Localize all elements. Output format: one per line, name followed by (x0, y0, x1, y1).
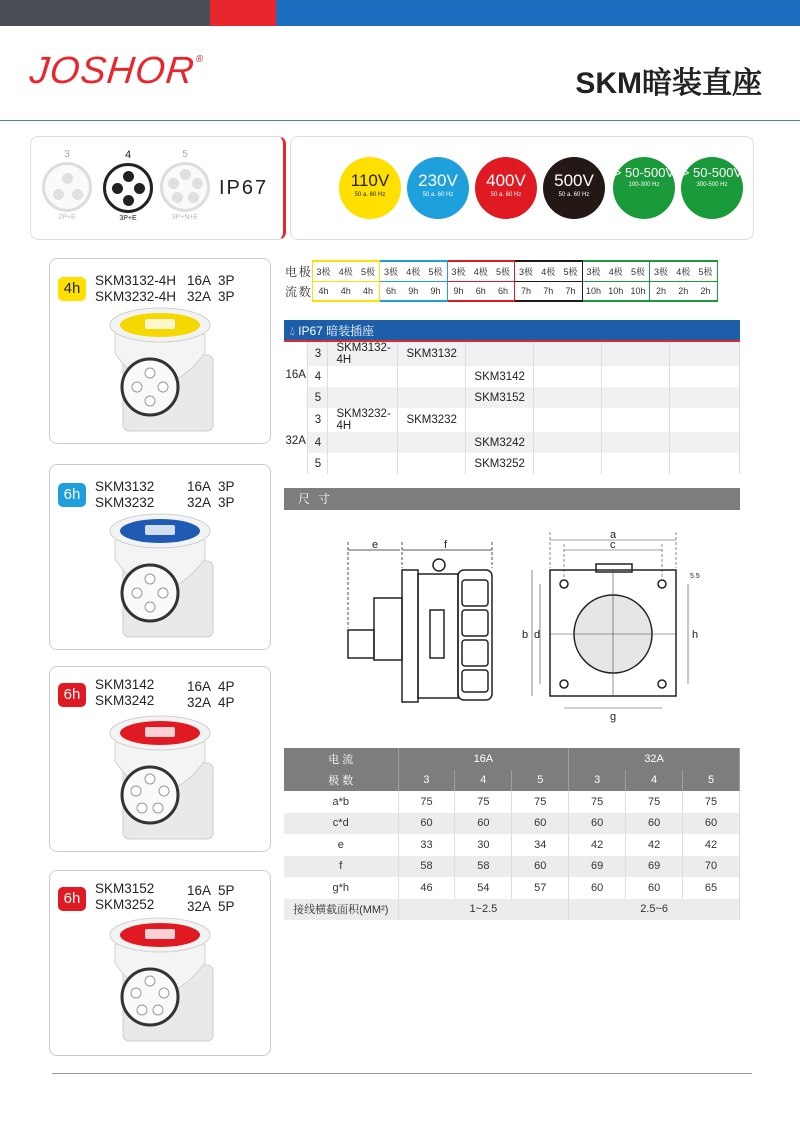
table-row (284, 899, 740, 921)
dimension-value: 34 (512, 834, 569, 856)
pole-cell: 5极 (695, 261, 718, 281)
model-cell (328, 387, 398, 408)
brand-logo (28, 50, 205, 93)
pole-count-cell: 4 (308, 432, 328, 453)
dimension-value: 57 (512, 877, 569, 899)
dimension-name: c*d (284, 813, 398, 835)
hour-cell: 10h (605, 281, 628, 301)
dimension-header: 尺寸 (284, 488, 740, 510)
dim-label-d: d (534, 629, 541, 641)
model-cell: SKM3132 (398, 342, 466, 366)
pole-cell: 5极 (492, 261, 515, 281)
model-32a: SKM3252 (95, 897, 155, 912)
current-16a: 16A (398, 748, 569, 770)
current-32a: 32A (569, 748, 740, 770)
hour-cell: 6h (492, 281, 515, 301)
model-cell (602, 432, 670, 453)
product-card-6h-3p (49, 464, 271, 650)
hour-cell: 7h (560, 281, 583, 301)
dimension-drawing (284, 510, 740, 732)
dimension-value: 46 (398, 877, 455, 899)
pole-cell: 4极 (470, 261, 493, 281)
dimension-name: e (284, 834, 398, 856)
dimension-name: f (284, 856, 398, 878)
model-cell (534, 366, 602, 387)
dimension-name: g*h (284, 877, 398, 899)
table-row (284, 813, 740, 835)
dimension-value: 65 (683, 877, 740, 899)
dimension-value: 60 (398, 813, 455, 835)
socket-image (95, 305, 220, 435)
model-cell: SKM3232 (398, 408, 466, 432)
pole-label: 极 数 (284, 770, 398, 792)
voltage-frequency: 100-300 Hz (628, 182, 660, 188)
ip67-socket-table (284, 320, 740, 474)
socket-image (95, 915, 220, 1045)
dimension-value: 70 (683, 856, 740, 878)
pole-label: 2P+E (58, 214, 76, 221)
page-title: SKM暗装直座 (575, 67, 762, 100)
dimension-value: 58 (455, 856, 512, 878)
model-cell (670, 453, 740, 474)
table-row (284, 834, 740, 856)
pole-number: 4 (124, 149, 132, 161)
dimension-value: 30 (455, 834, 512, 856)
pole-count-cell: 3 (308, 408, 328, 432)
footer-line (52, 1073, 752, 1074)
dimension-value: 75 (626, 791, 683, 813)
spec-16a: 16A 5P (187, 883, 235, 898)
dimension-value: 75 (683, 791, 740, 813)
model-cell: SKM3132-4H (328, 342, 398, 366)
hour-cell: 2h (672, 281, 695, 301)
dimension-value: 60 (683, 813, 740, 835)
pole-count-cell: 5 (683, 770, 740, 792)
model-cell (398, 366, 466, 387)
table-header-row (284, 770, 740, 792)
pole-4-icon (103, 163, 153, 213)
hour-cell: 2h (695, 281, 718, 301)
hour-cell: 9h (402, 281, 425, 301)
wire-32a: 2.5~6 (569, 899, 740, 921)
ip-rating: IP67 (219, 177, 269, 199)
model-cell (398, 387, 466, 408)
pole-cell: 3极 (312, 261, 335, 281)
voltage-frequency: 300-500 Hz (696, 182, 728, 188)
spec-16a: 16A 3P (187, 479, 235, 494)
model-cell (534, 408, 602, 432)
pole-5-icon (160, 162, 210, 212)
model-16a: SKM3132-4H (95, 273, 177, 288)
pole-option-4 (98, 149, 158, 222)
pole-option-5 (155, 149, 215, 221)
dimension-value: 42 (569, 834, 626, 856)
model-cell (328, 366, 398, 387)
dimension-value: 60 (455, 813, 512, 835)
table-row (284, 877, 740, 899)
hour-cell: 2h (650, 281, 673, 301)
model-cell (398, 432, 466, 453)
model-cell (670, 432, 740, 453)
model-cell (398, 453, 466, 474)
hour-cell: 4h (357, 281, 380, 301)
pole-count-cell: 3 (569, 770, 626, 792)
table-header-row (284, 748, 740, 770)
product-card-6h-5p (49, 870, 271, 1056)
pole-cell: 3极 (582, 261, 605, 281)
model-cell: SKM3242 (466, 432, 534, 453)
pole-cell: 3极 (650, 261, 673, 281)
dimension-value: 75 (455, 791, 512, 813)
model-cell: SKM3142 (466, 366, 534, 387)
pole-cell: 4极 (402, 261, 425, 281)
product-card-6h-4p (49, 666, 271, 852)
hour-cell: 4h (312, 281, 335, 301)
pole-count-cell: 5 (512, 770, 569, 792)
current-label: 电 流 (284, 748, 398, 770)
pole-cell: 4极 (335, 261, 358, 281)
current-group-cell: 32A (284, 408, 308, 474)
pole-count-cell: 4 (455, 770, 512, 792)
model-32a: SKM3232 (95, 495, 155, 510)
hour-cell: 7h (537, 281, 560, 301)
pole-number: 3 (64, 149, 70, 160)
pole-count-cell: 4 (626, 770, 683, 792)
hour-cell: 6h (470, 281, 493, 301)
model-cell (670, 366, 740, 387)
voltage-box (290, 136, 754, 240)
hour-cell: 10h (627, 281, 650, 301)
table-row (284, 432, 740, 453)
model-cell (534, 342, 602, 366)
dim-label-a: a (610, 529, 617, 541)
pole-cell: 4极 (672, 261, 695, 281)
dimension-value: 75 (512, 791, 569, 813)
hour-badge: 6h (58, 683, 86, 707)
model-cell: SKM3252 (466, 453, 534, 474)
model-cell (328, 432, 398, 453)
header-divider (0, 120, 800, 121)
dimension-value: 60 (512, 813, 569, 835)
dimension-value: 60 (626, 877, 683, 899)
top-color-bar (0, 0, 800, 26)
table-row (284, 453, 740, 474)
spec-16a: 16A 3P (187, 273, 235, 288)
pole-cell: 3极 (515, 261, 538, 281)
voltage-frequency: 50 a. 60 Hz (422, 192, 454, 198)
table-row (284, 791, 740, 813)
pole-cell: 5极 (425, 261, 448, 281)
hour-badge: 4h (58, 277, 86, 301)
current-group-cell: 16A (284, 342, 308, 408)
dim-label-c: c (610, 539, 616, 551)
voltage-frequency: 50 a. 60 Hz (490, 192, 522, 198)
table-row (284, 342, 740, 366)
brand-name: JOSHOR (27, 50, 197, 92)
pole-cell: 3极 (380, 261, 403, 281)
pole-cell: 5极 (357, 261, 380, 281)
model-32a: SKM3242 (95, 693, 155, 708)
dimension-table (284, 748, 740, 920)
voltage-frequency: 50 a. 60 Hz (558, 192, 590, 198)
model-cell (602, 387, 670, 408)
model-32a: SKM3232-4H (95, 289, 177, 304)
dimension-value: 75 (569, 791, 626, 813)
header-cell: 流 (284, 284, 297, 299)
pole-label: 3P+E (119, 215, 137, 222)
hour-badge: 6h (58, 483, 86, 507)
model-cell (670, 342, 740, 366)
dimension-value: 60 (626, 813, 683, 835)
spec-32a: 32A 3P (187, 495, 235, 510)
dimension-value: 33 (398, 834, 455, 856)
pole-label: 3P+N+E (171, 214, 199, 221)
pole-count-cell: 4 (308, 366, 328, 387)
hour-cell: 10h (582, 281, 605, 301)
product-card-4h (49, 258, 271, 444)
model-16a: SKM3152 (95, 881, 155, 896)
pole-count-cell: 5 (308, 453, 328, 474)
voltage-110 (339, 157, 401, 219)
model-cell (534, 387, 602, 408)
dimension-value: 69 (626, 856, 683, 878)
pole-option-3 (37, 149, 97, 221)
dim-label-f: f (444, 539, 448, 551)
pole-count-cell: 3 (398, 770, 455, 792)
voltage-230 (407, 157, 469, 219)
registered-mark: ® (195, 54, 205, 65)
voltage-400 (475, 157, 537, 219)
hour-cell: 4h (335, 281, 358, 301)
voltage-value: 400V (486, 171, 526, 190)
model-cell (534, 453, 602, 474)
voltage-500 (543, 157, 605, 219)
hour-cell: 9h (447, 281, 470, 301)
model-cell (328, 453, 398, 474)
model-16a: SKM3142 (95, 677, 155, 692)
dimension-value: 69 (569, 856, 626, 878)
table-row (284, 366, 740, 387)
dimension-value: 58 (398, 856, 455, 878)
model-cell (602, 408, 670, 432)
table-row (284, 408, 740, 432)
pole-cell: 5极 (560, 261, 583, 281)
table-row (284, 387, 740, 408)
model-cell: SKM3232-4H (328, 408, 398, 432)
spec-32a: 32A 3P (187, 289, 235, 304)
dimension-value: 54 (455, 877, 512, 899)
ip67-table-body (284, 342, 740, 474)
model-cell (534, 432, 602, 453)
hour-cell: 7h (515, 281, 538, 301)
pole-cell: 4极 (605, 261, 628, 281)
voltage-value: > 50-500V (681, 165, 743, 180)
spec-32a: 32A 5P (187, 899, 235, 914)
pole-hour-table (284, 260, 718, 302)
dimension-value: 42 (683, 834, 740, 856)
model-cell: SKM3152 (466, 387, 534, 408)
pole-3-icon (42, 162, 92, 212)
side-view (348, 559, 492, 702)
voltage-value: 500V (554, 171, 594, 190)
model-cell (602, 453, 670, 474)
hour-cell: 6h (380, 281, 403, 301)
header-cell: 极 (298, 264, 311, 279)
wire-16a: 1~2.5 (398, 899, 569, 921)
socket-image (95, 713, 220, 843)
model-cell (466, 342, 534, 366)
spec-32a: 32A 4P (187, 695, 235, 710)
model-16a: SKM3132 (95, 479, 155, 494)
voltage-frequency: 50 a. 60 Hz (354, 192, 386, 198)
voltage-value: 230V (418, 171, 458, 190)
dim-label-hole: 5.5 (690, 573, 700, 580)
dim-label-b: b (522, 629, 529, 641)
dim-label-h: h (692, 629, 699, 641)
pole-number: 5 (182, 149, 188, 160)
dim-label-e: e (372, 539, 379, 551)
pole-cell: 3极 (447, 261, 470, 281)
dimension-value: 42 (626, 834, 683, 856)
pole-count-cell: 5 (308, 387, 328, 408)
socket-image (95, 511, 220, 641)
pole-config-box (30, 136, 286, 240)
voltage-value: > 50-500V (613, 165, 675, 180)
hour-badge: 6h (58, 887, 86, 911)
model-cell (466, 408, 534, 432)
model-cell (602, 342, 670, 366)
header-cell: 电 (284, 264, 297, 279)
hour-cell: 9h (425, 281, 448, 301)
ip67-table-header (284, 320, 740, 342)
spec-16a: 16A 4P (187, 679, 235, 694)
dimension-value: 60 (512, 856, 569, 878)
dimension-value: 60 (569, 813, 626, 835)
voltage-50-500-high (681, 157, 743, 219)
ip67-table-title: IP67 暗装插座 (298, 324, 375, 338)
dimension-name: a*b (284, 791, 398, 813)
dimension-value: 75 (398, 791, 455, 813)
model-cell (602, 366, 670, 387)
wire-section-label: 接线横截面积(MM²) (284, 899, 398, 921)
voltage-50-500-low (613, 157, 675, 219)
dimension-value: 60 (569, 877, 626, 899)
drop-icon: 💧︎ (290, 324, 295, 338)
pole-count-cell: 3 (308, 342, 328, 366)
pole-cell: 5极 (627, 261, 650, 281)
voltage-value: 110V (350, 171, 390, 190)
table-row (284, 856, 740, 878)
model-cell (670, 408, 740, 432)
model-cell (670, 387, 740, 408)
dim-label-g: g (610, 711, 617, 723)
pole-cell: 4极 (537, 261, 560, 281)
header-cell: 数 (298, 284, 311, 299)
